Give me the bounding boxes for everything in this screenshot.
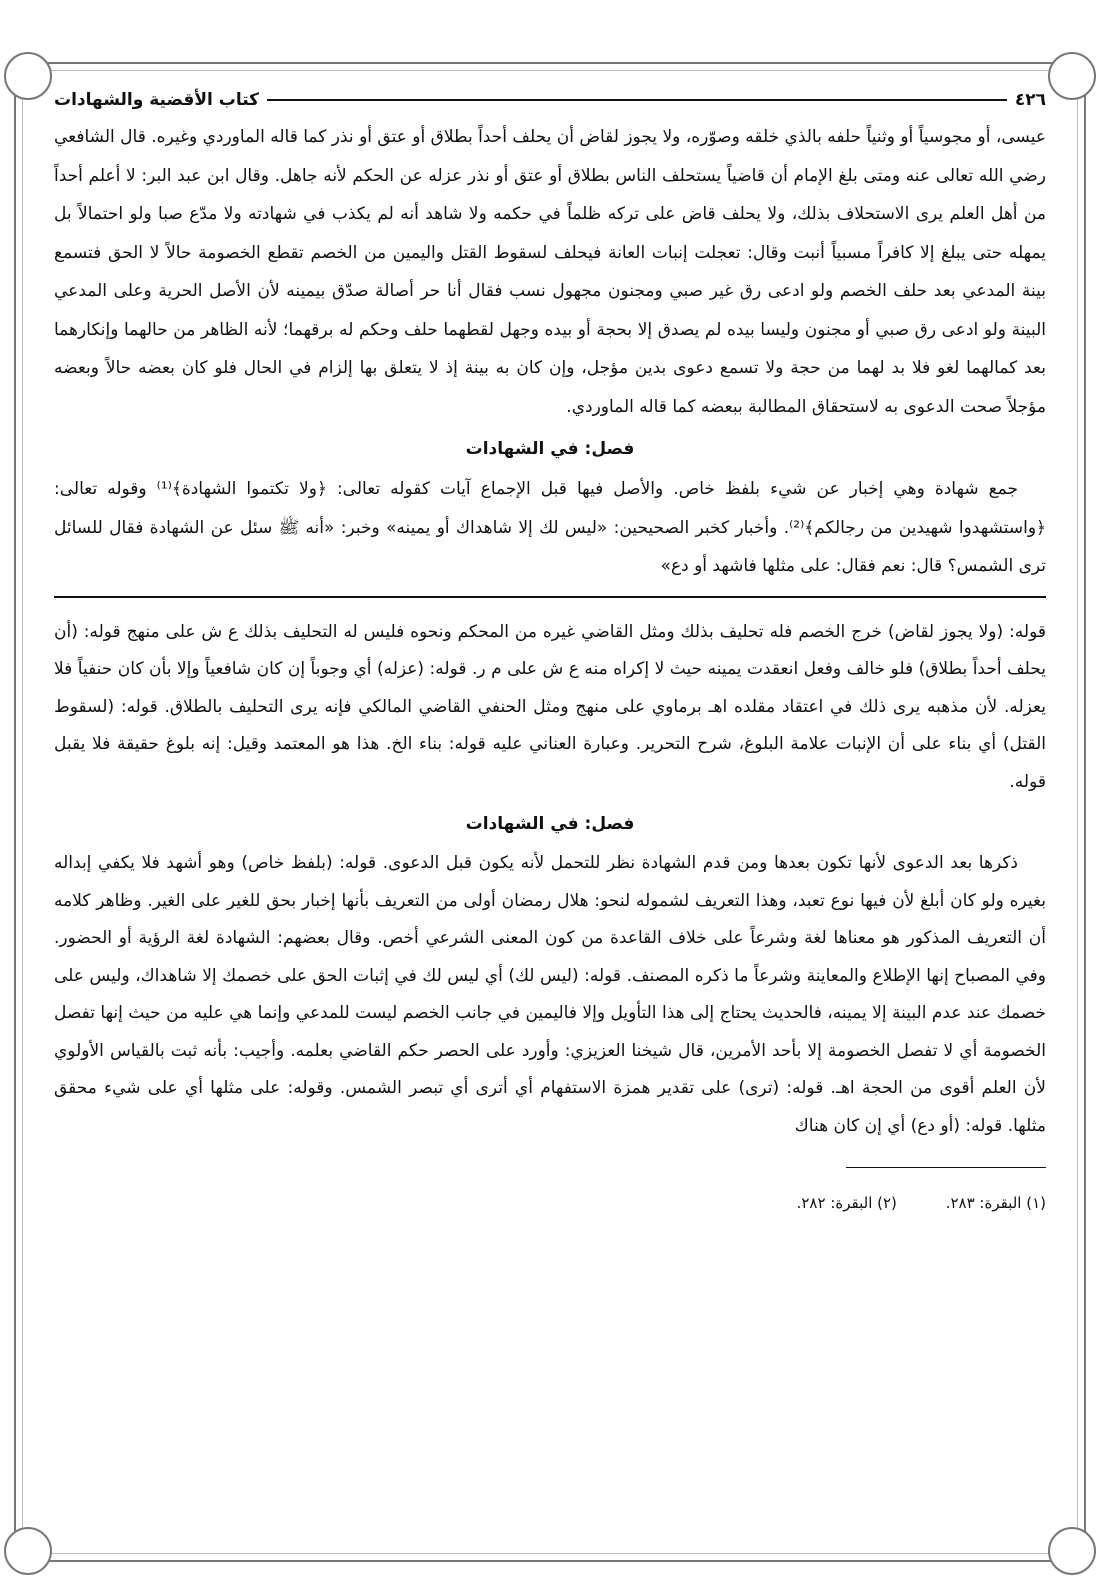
commentary-paragraph-1: قوله: (ولا يجوز لقاض) خرج الخصم فله تحليف بذلك ومثل القاضي غيره من المحكم ونحوه فليس له التحليف بذلك ع ش على منهج قوله: (أن يحلف أحداً بطلاق) فلو خالف وفعل انعقدت يمينه حيث لا إكراه منه ع ش على م ر. قوله: (عزله) أي وجوباً إن كان شافعياً وإلا بأن كان حنفياً فلا يعزله. لأن مذهبه يرى ذلك في اعتقاد مقلده اهـ برماوي على منهج ومثل الحنفي القاضي المالكي فإنه يرى التحليف بالطلاق. قوله: (لسقوط القتل) أي بناء على أن الإنبات علامة البلوغ، شرح التحرير. وعبارة العناني عليه قوله: بناء الخ. هذا هو المعتمد وقيل: إنه بلوغ حقيقة فلا يقبل قوله. [54, 621, 1046, 792]
page-content [54, 90, 1046, 1212]
main-section-title: فصل: في الشهادات [465, 439, 635, 459]
footnotes [54, 1194, 1046, 1212]
commentary-section-title: فصل: في الشهادات [465, 814, 635, 834]
page-number: ٤٢٦ [1014, 90, 1046, 110]
corner-ornament [4, 52, 52, 100]
footnote-2: (٢) البقرة: ٢٨٢. [796, 1194, 897, 1212]
commentary [54, 614, 1046, 1146]
corner-ornament [1048, 52, 1096, 100]
book-title: كتاب الأقضية والشهادات [54, 90, 260, 110]
running-header [54, 90, 1046, 110]
commentary-paragraph-2: ذكرها بعد الدعوى لأنها تكون بعدها ومن قدم الشهادة نظر للتحمل لأنه يكون قبل الدعوى. قوله: (بلفظ خاص) وهو أشهد فلا يكفي إبداله بغيره ولو كان أبلغ لأن فيها نوع تعبد، وهذا التعريف لشموله لنحو: هلال رمضان أولى من التعريف بأنها إخبار بحق للغير على الغير. وظاهر كلامه أن التعريف المذكور هو معناها لغة وشرعاً على خلاف القاعدة من كون المعنى الشرعي أخص. وقال بعضهم: الشهادة لغة الرؤية أو الحضور. وفي المصباح إنها الإطلاع والمعاينة وشرعاً ما ذكره المصنف. قوله: (ليس لك) أي ليس لك في إثبات الحق على خصمك إلا شاهداك، وليس على خصمك عند عدم البينة إلا يمينه، فالحديث يحتاج إلى هذا التأويل وإلا فاليمين في جانب الخصم ليست للمدعي وإنما هي عليه من حيث إنها تفصل الخصومة أي لا تفصل الخصومة إلا بأحد الأمرين، قال شيخنا العزيزي: وأورد على الحصر حكم القاضي بعلمه. وأجيب: بأنه ثبت بالقياس الأولوي لأن العلم أقوى من الحجة اهـ. قوله: (ترى) على تقدير همزة الاستفهام أي أترى أي تبصر الشمس. وقوله: على مثلها أي على شيء محقق مثلها. قوله: (أو دع) أي إن كان هناك [54, 853, 1046, 1136]
corner-ornament [1048, 1527, 1096, 1575]
corner-ornament [4, 1527, 52, 1575]
main-paragraph-2: جمع شهادة وهي إخبار عن شيء بلفظ خاص. والأصل فيها قبل الإجماع آيات كقوله تعالى: ﴿ولا تكتموا الشهادة﴾⁽¹⁾ وقوله تعالى: ﴿واستشهدوا شهيدين من رجالكم﴾⁽²⁾. وأخبار كخبر الصحيحين: «ليس لك إلا شاهداك أو يمينه» وخبر: «أنه ﷺ سئل عن الشهادة فقال للسائل ترى الشمس؟ قال: نعم فقال: على مثلها فاشهد أو دع» [54, 479, 1046, 576]
header-rule [267, 99, 1007, 101]
footnote-divider [846, 1167, 1046, 1168]
main-paragraph-1: عيسى، أو مجوسياً أو وثنياً حلفه بالذي خلقه وصوّره، ولا يجوز لقاض أن يحلف أحداً بطلاق أو عتق أو نذر كما قاله الماوردي وغيره. قال الشافعي رضي الله تعالى عنه ومتى بلغ الإمام أن قاضياً يستحلف الناس بطلاق أو عتق أو نذر عزله عن الحكم لأنه جاهل. وقال ابن عبد البر: لا أعلم أحداً من أهل العلم يرى الاستحلاف بذلك، ولا يحلف قاض على تركه ظلماً في حكمه ولا شاهد أنه لم يكذب في شهادته ولا مدّع صبا ولو احتمالاً بل يمهله حتى يبلغ إلا كافراً مسبياً أنبت وقال: تعجلت إنبات العانة فيحلف لسقوط القتل واليمين من الخصم تقطع الخصومة حالاً لا الحق فتسمع بينة المدعي بعد حلف الخصم ولو ادعى رق غير صبي ومجنون مجهول نسب فقال أنا حر أصالة صدّق بيمينه لأن الأصل الحرية وعلى المدعي البينة ولو ادعى رق صبي أو مجنون وليسا بيده لم يصدق إلا بحجة أو بيده وجهل لقطهما حلف وحكم له برقهما؛ لأنه الظاهر من حالهما وإنكارهما بعد كمالهما لغو فلا بد لهما من حجة ولا تسمع دعوى بدين مؤجل، وإن كان به بينة إذ لا يتعلق بها إلزام في الحال فلو كان بعضه حالاً وبعضه مؤجلاً صحت الدعوى به لاستحقاق المطالبة ببعضه كما قاله الماوردي. [54, 127, 1046, 417]
footnote-1: (١) البقرة: ٢٨٣. [945, 1194, 1046, 1212]
text-commentary-divider [54, 596, 1046, 598]
